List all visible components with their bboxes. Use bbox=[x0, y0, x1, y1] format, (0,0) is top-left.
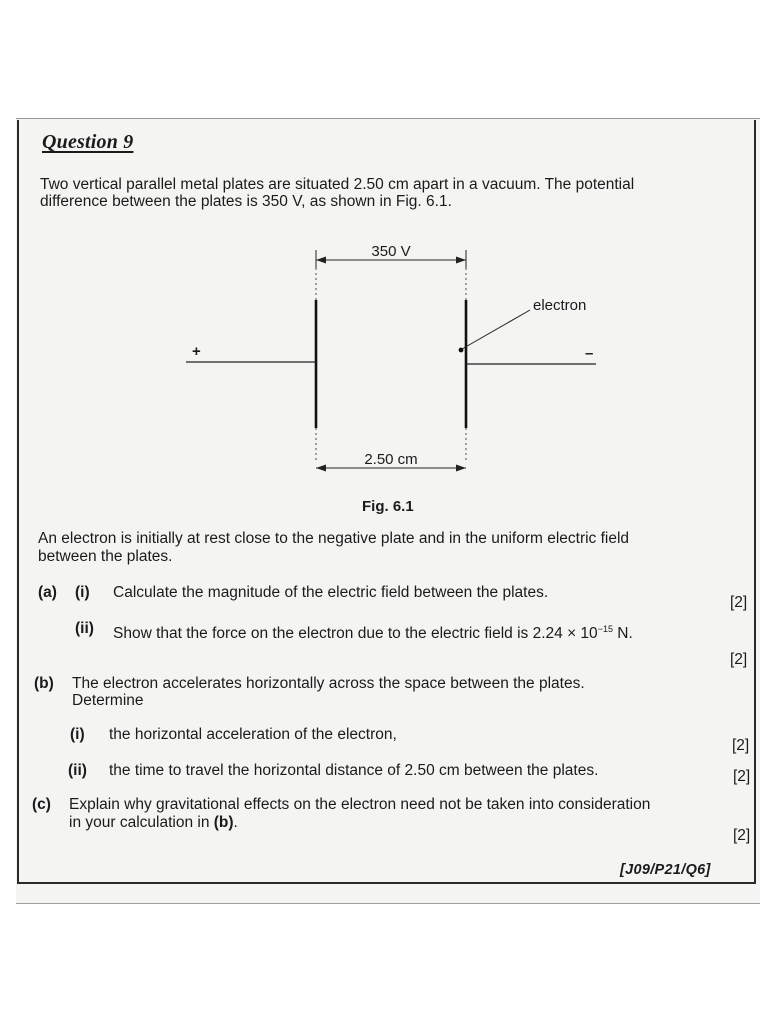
figure-caption: Fig. 6.1 bbox=[362, 498, 414, 515]
source-reference: [J09/P21/Q6] bbox=[620, 862, 711, 878]
part-a-ii-mark: [2] bbox=[730, 651, 748, 668]
voltage-label: 350 V bbox=[371, 243, 411, 260]
part-b-i-mark: [2] bbox=[732, 737, 750, 754]
part-c-line-2: in your calculation in (b). bbox=[69, 814, 238, 831]
context-line-1: An electron is initially at rest close to the negative plate and in the uniform electric field bbox=[38, 530, 630, 547]
intro-line-1: Two vertical parallel metal plates are situated 2.50 cm apart in a vacuum. The potential bbox=[40, 176, 635, 193]
part-c-letter: (c) bbox=[32, 796, 51, 813]
part-a-i-text: Calculate the magnitude of the electric field between the plates. bbox=[113, 584, 549, 601]
part-c-mark: [2] bbox=[733, 827, 751, 844]
figure-plates-diagram bbox=[180, 238, 620, 488]
part-c-line-1: Explain why gravitational effects on the electron need not be taken into consideration bbox=[69, 796, 651, 813]
part-a-ii-exponent: −15 bbox=[597, 624, 613, 634]
separation-arrow-right bbox=[456, 465, 466, 472]
separation-label: 2.50 cm bbox=[364, 451, 418, 468]
voltage-arrow-right bbox=[456, 257, 466, 264]
plus-sign: + bbox=[192, 343, 201, 360]
part-b-i-number: (i) bbox=[70, 726, 85, 743]
part-b-line-2: Determine bbox=[72, 692, 144, 709]
part-a-ii-number: (ii) bbox=[75, 620, 94, 637]
minus-sign: – bbox=[585, 345, 594, 362]
intro-line-2: difference between the plates is 350 V, as shown in Fig. 6.1. bbox=[40, 193, 452, 210]
context-line-2: between the plates. bbox=[38, 548, 173, 565]
part-b-ii-number: (ii) bbox=[68, 762, 87, 779]
part-a-i-number: (i) bbox=[75, 584, 90, 601]
part-b-letter: (b) bbox=[34, 675, 54, 692]
question-title: Question 9 bbox=[42, 131, 134, 153]
part-a-i-mark: [2] bbox=[730, 594, 748, 611]
voltage-arrow-left bbox=[316, 257, 326, 264]
part-b-ii-mark: [2] bbox=[733, 768, 751, 785]
part-b-line-1: The electron accelerates horizontally across the space between the plates. bbox=[72, 675, 585, 692]
separation-arrow-left bbox=[316, 465, 326, 472]
part-b-i-text: the horizontal acceleration of the electron, bbox=[109, 726, 397, 743]
electron-label: electron bbox=[533, 297, 587, 314]
part-a-letter: (a) bbox=[38, 584, 57, 601]
part-a-ii-text: Show that the force on the electron due to the electric field is $2.24 \times 10^{-15}$ N. bbox=[113, 624, 633, 642]
part-b-ii-text: the time to travel the horizontal distance of 2.50 cm between the plates. bbox=[109, 762, 599, 779]
electron-leader-line bbox=[462, 310, 530, 349]
